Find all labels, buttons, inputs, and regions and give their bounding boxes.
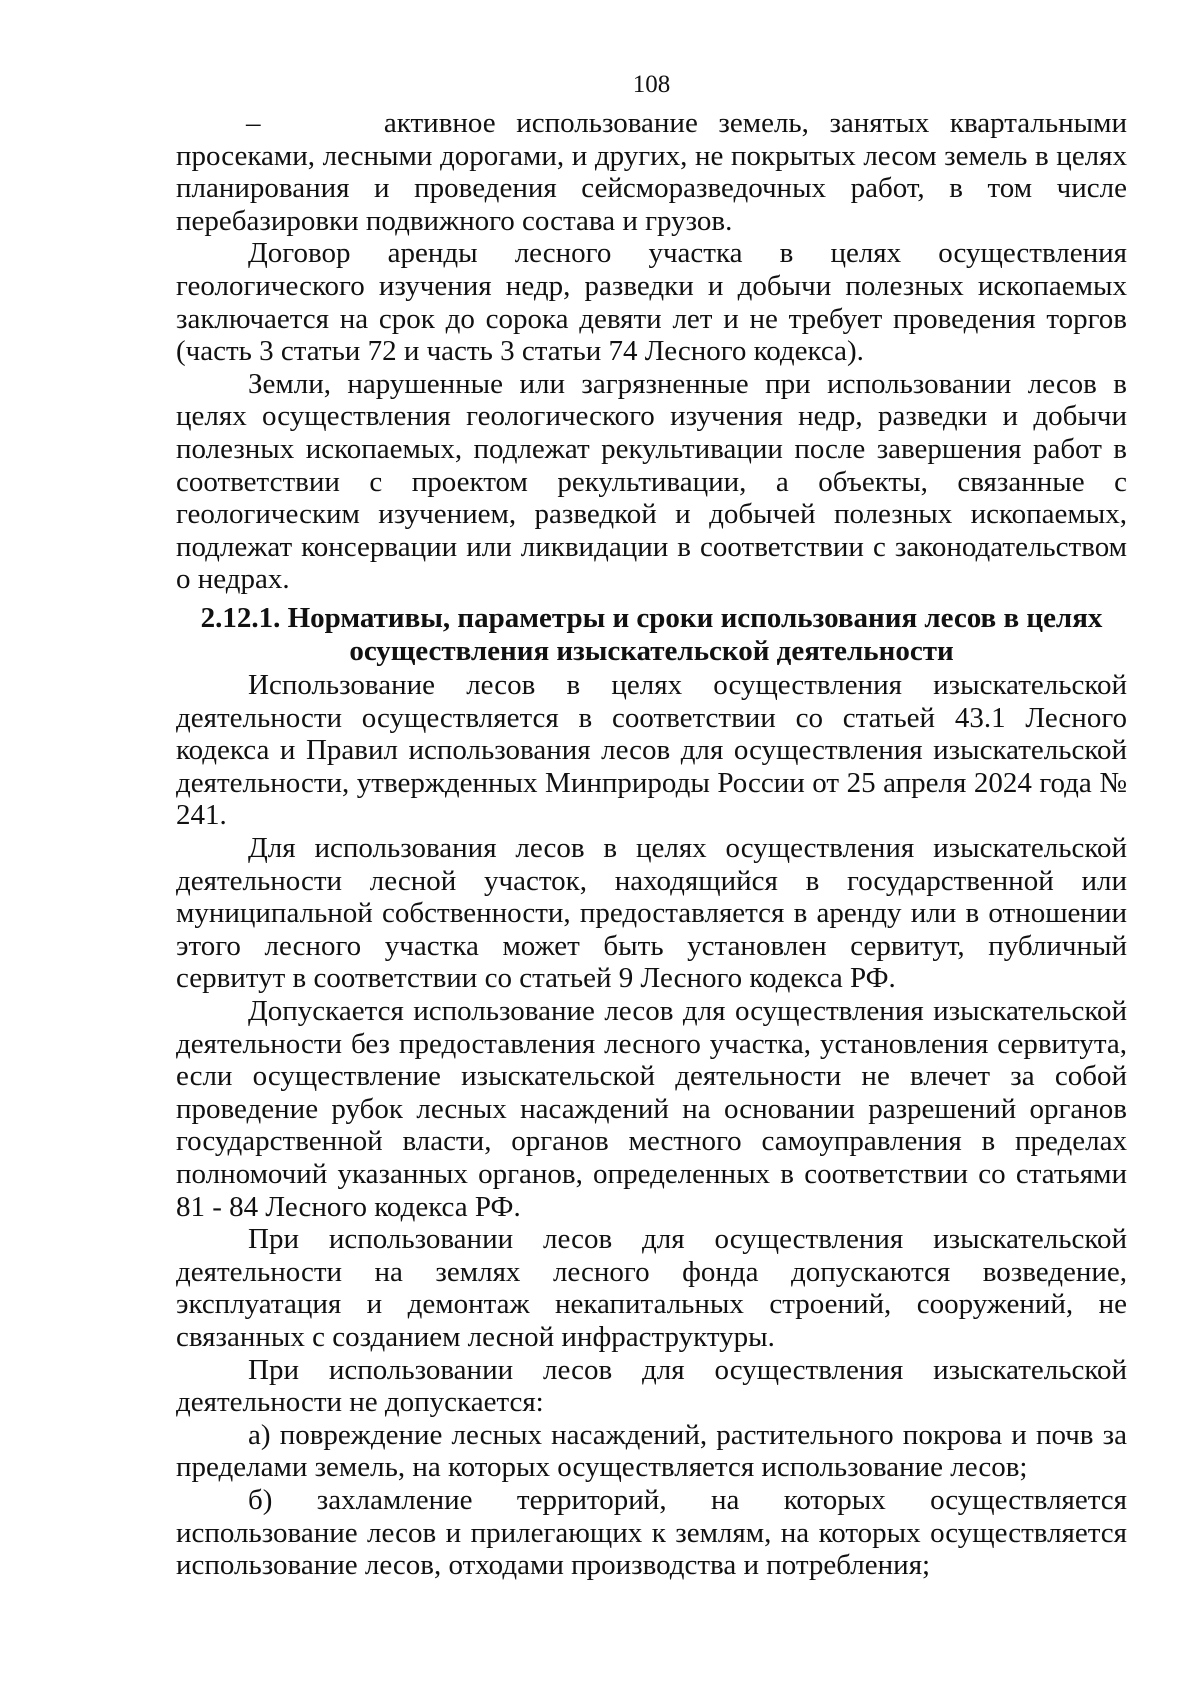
paragraph-lease-or-servitude: Для использования лесов в целях осуществления изыскательской деятельности лесной участок, находящийся в государственной или муниципальной собственности, предоставляется в аренду или в отношении этого лесного участка может быть установлен сервитут, публичный сервитут в соответствии со статьей 9 Лесного кодекса РФ. — [176, 832, 1127, 995]
page-number: 108 — [632, 71, 671, 98]
paragraph-lease-term: Договор аренды лесного участка в целях осуществления геологического изучения недр, разведки и добычи полезных ископаемых заключается на срок до сорока девяти лет и не требует проведения торгов (часть 3 статьи 72 и часть 3 статьи 74 Лесного кодекса). — [176, 237, 1127, 368]
section-heading — [176, 602, 1127, 667]
paragraph-land-recultivation: Земли, нарушенные или загрязненные при использовании лесов в целях осуществления геологического изучения недр, разведки и добычи полезных ископаемых, подлежат рекультивации после завершения работ в соответствии с проектом рекультивации, а объекты, связанные с геологическим изучением, разведкой и добычей полезных ископаемых, подлежат консервации или ликвидации в соответствии с законодательством о недрах. — [176, 367, 1127, 596]
section-heading-line-1: 2.12.1. Нормативы, параметры и сроки использования лесов в целях — [200, 601, 1103, 634]
list-item-b: б) захламление территорий, на которых осуществляется использование лесов и прилегающих к землям, на которых осуществляется использование лесов, отходами производства и потребления; — [176, 1483, 1127, 1582]
section-heading-line-2: осуществления изыскательской деятельности — [349, 634, 954, 667]
paragraph-seismic-land-use: – активное использование земель, занятых квартальными просеками, лесными дорогами, и других, не покрытых лесом земель в целях планирования и проведения сейсморазведочных работ, в том числе перебазировки подвижного состава и грузов. — [176, 107, 1127, 237]
paragraph-survey-legal-basis: Использование лесов в целях осуществления изыскательской деятельности осуществляется в соответствии со статьей 43.1 Лесного кодекса и Правил использования лесов для осуществления изыскательской деятельности, утвержденных Минприроды России от 25 апреля 2024 года № 241. — [176, 669, 1127, 832]
document-body — [176, 107, 1127, 1582]
list-item-a: а) повреждение лесных насаждений, растительного покрова и почв за пределами земель, на которых осуществляется использование лесов; — [176, 1418, 1127, 1484]
paragraph-temporary-structures: При использовании лесов для осуществления изыскательской деятельности на землях лесного фонда допускаются возведение, эксплуатация и демонтаж некапитальных строений, сооружений, не связанных с созданием лесной инфраструктуры. — [176, 1223, 1127, 1353]
paragraph-prohibitions-intro: При использовании лесов для осуществления изыскательской деятельности не допускается: — [176, 1353, 1127, 1419]
paragraph-use-without-lease: Допускается использование лесов для осуществления изыскательской деятельности без предоставления лесного участка, установления сервитута, если осуществление изыскательской деятельности не влечет за собой проведение рубок лесных насаждений на основании разрешений органов государственной власти, органов местного самоуправления в пределах полномочий указанных органов, определенных в соответствии со статьями 81 - 84 Лесного кодекса РФ. — [176, 995, 1127, 1223]
